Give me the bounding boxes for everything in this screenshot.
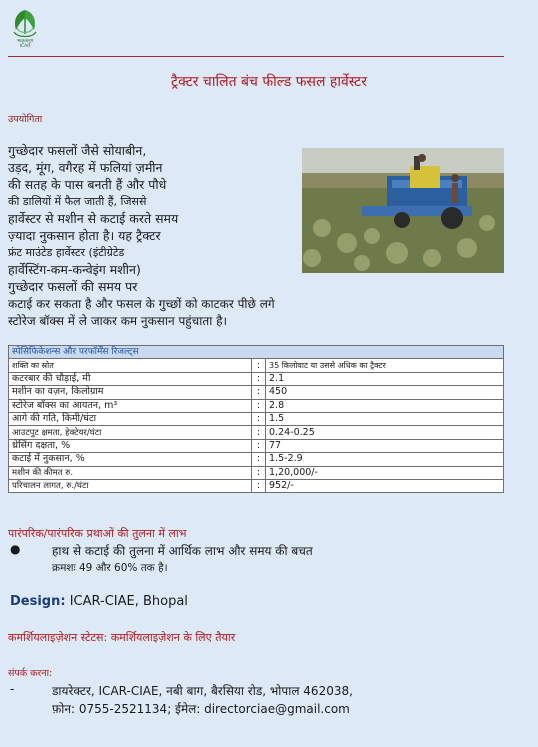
description-line: कटाई कर सकता है और फसल के गुच्छों को काटकर पीछे लगे [8, 297, 275, 311]
spec-value: 1.5-2.9 [266, 453, 504, 466]
design-credit [10, 594, 188, 609]
description-line: ज़्यादा नुकसान होता है। यह ट्रैक्टर [8, 228, 161, 243]
spec-value: 1,20,000/- [266, 466, 504, 479]
spec-sep: : [252, 466, 266, 479]
spec-param: परिचालन लागत, रु./घंटा [9, 479, 252, 492]
spec-param: मशीन का वज़न, किलोग्राम [9, 386, 252, 399]
page-title: ट्रैक्टर चालित बंच फील्ड फसल हार्वेस्टर [171, 74, 367, 90]
spec-param: कटाई में नुकसान, % [9, 453, 252, 466]
specs-heading: स्पेसिफिकेशन्स और परफॉर्मेंस रिजल्ट्स [9, 346, 504, 359]
spec-param: आउटपुट क्षमता, हेक्टेयर/घंटा [9, 426, 252, 439]
spec-param: मशीन की कीमत रु. [9, 466, 252, 479]
table-row [9, 466, 504, 479]
table-row [9, 453, 504, 466]
spec-sep: : [252, 386, 266, 399]
description-line: स्टोरेज बॉक्स में ले जाकर कम नुकसान पहुंचाता है। [8, 314, 228, 328]
comparison-line-1: हाथ से कटाई की तुलना में आर्थिक लाभ और समय की बचत [52, 544, 313, 558]
spec-sep: : [252, 399, 266, 412]
spec-param: आगे की गति, किमी/घंटा [9, 412, 252, 425]
specs-table-header [9, 346, 504, 359]
harvester-photo [302, 148, 504, 273]
spec-value: 2.1 [266, 372, 504, 385]
spec-value: 1.5 [266, 412, 504, 425]
spec-value: 450 [266, 386, 504, 399]
description-line: हार्वेस्टर से मशीन से कटाई करते समय [8, 211, 179, 226]
comparison-line-2: क्रमशः 49 और 60% तक है। [52, 562, 168, 574]
table-row [9, 439, 504, 452]
comparison-heading: पारंपरिक/पारंपरिक प्रथाओं की तुलना में लाभ [8, 527, 187, 540]
spec-value: 2.8 [266, 399, 504, 412]
spec-sep: : [252, 439, 266, 452]
spec-sep: : [252, 372, 266, 385]
table-row [9, 426, 504, 439]
description-line: हार्वेस्टिंग-कम-कन्वेइंग मशीन) [8, 262, 141, 277]
spec-param: थ्रेसिंग दक्षता, % [9, 439, 252, 452]
description-line: गुच्छेदार फसलों जैसे सोयाबीन, [8, 143, 147, 158]
spec-param: स्टोरेज बॉक्स का आयतन, m³ [9, 399, 252, 412]
contact-heading: संपर्क करना: [8, 668, 53, 679]
logo-caption-1: भाकृअनुप [16, 39, 34, 44]
spec-sep: : [252, 412, 266, 425]
spec-value: 0.24-0.25 [266, 426, 504, 439]
icar-logo [8, 6, 42, 52]
specs-table [8, 345, 504, 493]
description-continued [8, 296, 508, 330]
description-line: गुच्छेदार फसलों की समय पर [8, 279, 138, 294]
description-line: फ्रंट माउंटेड हार्वेस्टर (इंटीग्रेटेड [8, 246, 125, 259]
contact-dash: - [10, 682, 15, 696]
table-row [9, 412, 504, 425]
utility-heading: उपयोगिता [8, 114, 43, 125]
description-line: उड़द, मूंग, वगैरह में फलियां ज़मीन [8, 160, 163, 175]
table-row [9, 372, 504, 385]
design-value: ICAR-CIAE, Bhopal [65, 594, 188, 609]
contact-address: डायरेक्टर, ICAR-CIAE, नबी बाग, बैरसिया रोड, भोपाल 462038, [52, 684, 353, 698]
spec-param: शक्ति का स्रोत [9, 359, 252, 372]
description-line: की सतह के पास बनती हैं और पौधे [8, 177, 167, 192]
spec-param: कटरबार की चौड़ाई, मी [9, 372, 252, 385]
spec-sep: : [252, 453, 266, 466]
spec-sep: : [252, 479, 266, 492]
contact-phone-email: फ़ोन: 0755-2521134; ईमेल: directorciae@gmail.com [52, 702, 350, 716]
commercial-status: कमर्शियलाइज़ेशन स्टेटस: कमर्शियलाइज़ेशन के लिए तैयार [8, 631, 236, 644]
table-row [9, 386, 504, 399]
logo-caption-2: ICAR [19, 44, 31, 49]
table-row [9, 359, 504, 372]
spec-value: 35 किलोवाट या उससे अधिक का ट्रैक्टर [266, 359, 504, 372]
spec-sep: : [252, 426, 266, 439]
table-row [9, 399, 504, 412]
description-line: की डालियों में फैल जाती हैं, जिससे [8, 195, 147, 208]
description-block [8, 142, 308, 295]
spec-value: 77 [266, 439, 504, 452]
header-rule [8, 56, 504, 57]
table-row [9, 479, 504, 492]
design-label: Design: [10, 594, 66, 609]
bullet-icon: ● [10, 542, 21, 556]
spec-sep: : [252, 359, 266, 372]
spec-value: 952/- [266, 479, 504, 492]
